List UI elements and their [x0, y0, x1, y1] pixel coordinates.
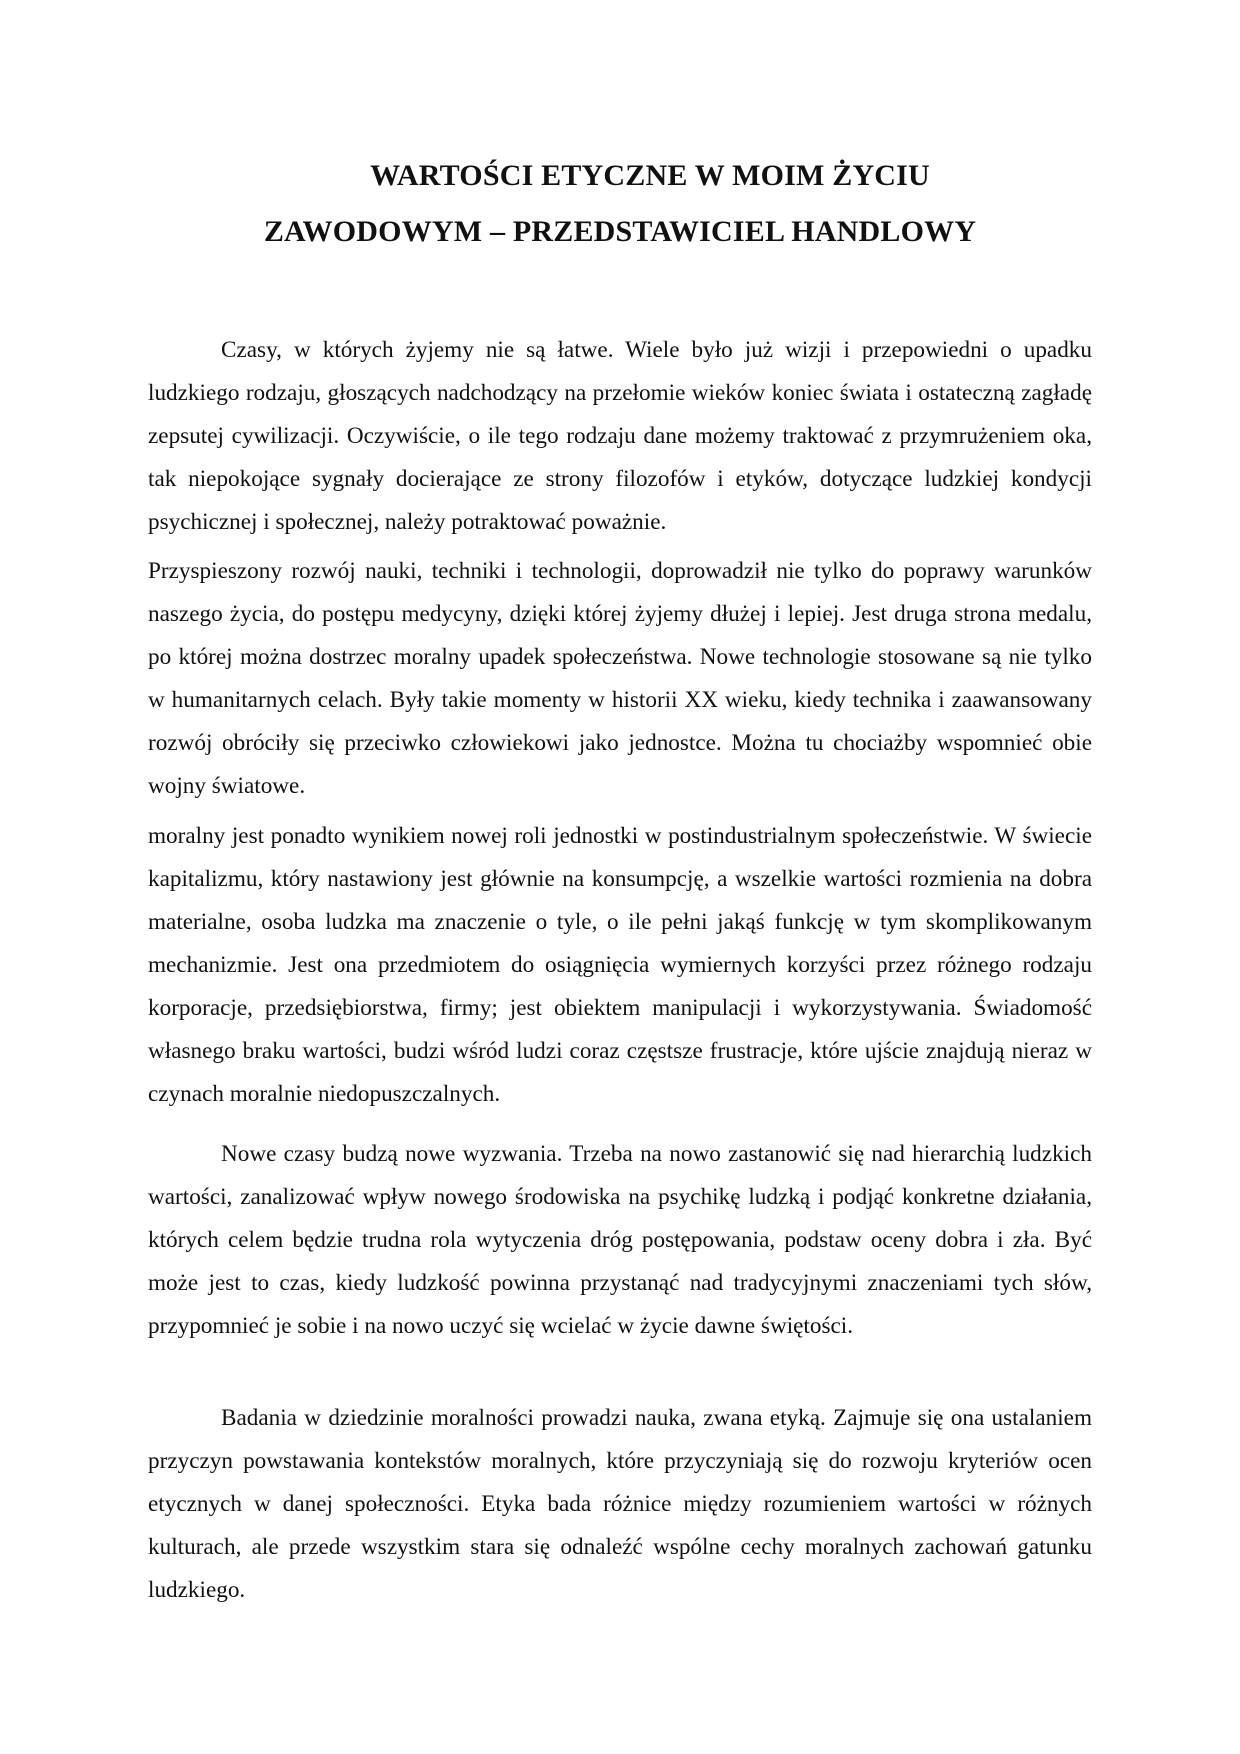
paragraph-5: Badania w dziedzinie moralności prowadzi nauka, zwana etyką. Zajmuje się ona ustalaniem przyczyn powstawania kontekstów moralnych, które przyczyniają się do rozwoju kryteriów ocen etycznych w danej społeczności. Etyka bada różnice między rozumieniem wartości w różnych kulturach, ale przede wszystkim stara się odnaleźć wspólne cechy moralnych zachowań gatunku ludzkiego.	[148, 1405, 1092, 1603]
paragraph-3: moralny jest ponadto wynikiem nowej roli jednostki w postindustrialnym społeczeństwie. W świecie kapitalizmu, który nastawiony jest głównie na konsumpcję, a wszelkie wartości rozmienia na dobra materialne, osoba ludzka ma znaczenie o tyle, o ile pełni jakąś funkcję w tym skomplikowanym mechanizmie. Jest ona przedmiotem do osiągnięcia wymiernych korzyści przez różnego rodzaju korporacje, przedsiębiorstwa, firmy; jest obiektem manipulacji i wykorzystywania. Świadomość własnego braku wartości, budzi wśród ludzi coraz częstsze frustracje, które ujście znajdują nieraz w czynach moralnie niedopuszczalnych.	[148, 823, 1092, 1107]
title-line-1: WARTOŚCI ETYCZNE W MOIM ŻYCIU	[370, 159, 930, 192]
paragraph-4: Nowe czasy budzą nowe wyzwania. Trzeba na nowo zastanowić się nad hierarchią ludzkich wartości, zanalizować wpływ nowego środowiska na psychikę ludzką i podjąć konkretne działania, których celem będzie trudna rola wytyczenia dróg postępowania, podstaw oceny dobra i zła. Być może jest to czas, kiedy ludzkość powinna przystanąć nad tradycyjnymi znaczeniami tych słów, przypomnieć je sobie i na nowo uczyć się wcielać w życie dawne świętości.	[148, 1141, 1092, 1339]
paragraph-1: Czasy, w których żyjemy nie są łatwe. Wiele było już wizji i przepowiedni o upadku ludzkiego rodzaju, głoszących nadchodzący na przełomie wieków koniec świata i ostateczną zagładę zepsutej cywilizacji. Oczywiście, o ile tego rodzaju dane możemy traktować z przymrużeniem oka, tak niepokojące sygnały docierające ze strony filozofów i etyków, dotyczące ludzkiej kondycji psychicznej i społecznej, należy potraktować poważnie.	[148, 337, 1092, 535]
title-line-2: ZAWODOWYM – PRZEDSTAWICIEL HANDLOWY	[263, 215, 977, 248]
document-title	[148, 148, 1092, 260]
paragraph-2: Przyspieszony rozwój nauki, techniki i technologii, doprowadził nie tylko do poprawy warunków naszego życia, do postępu medycyny, dzięki której żyjemy dłużej i lepiej. Jest druga strona medalu, po której można dostrzec moralny upadek społeczeństwa. Nowe technologie stosowane są nie tylko w humanitarnych celach. Były takie momenty w historii XX wieku, kiedy technika i zaawansowany rozwój obróciły się przeciwko człowiekowi jako jednostce. Można tu chociażby wspomnieć obie wojny światowe.	[148, 558, 1092, 799]
